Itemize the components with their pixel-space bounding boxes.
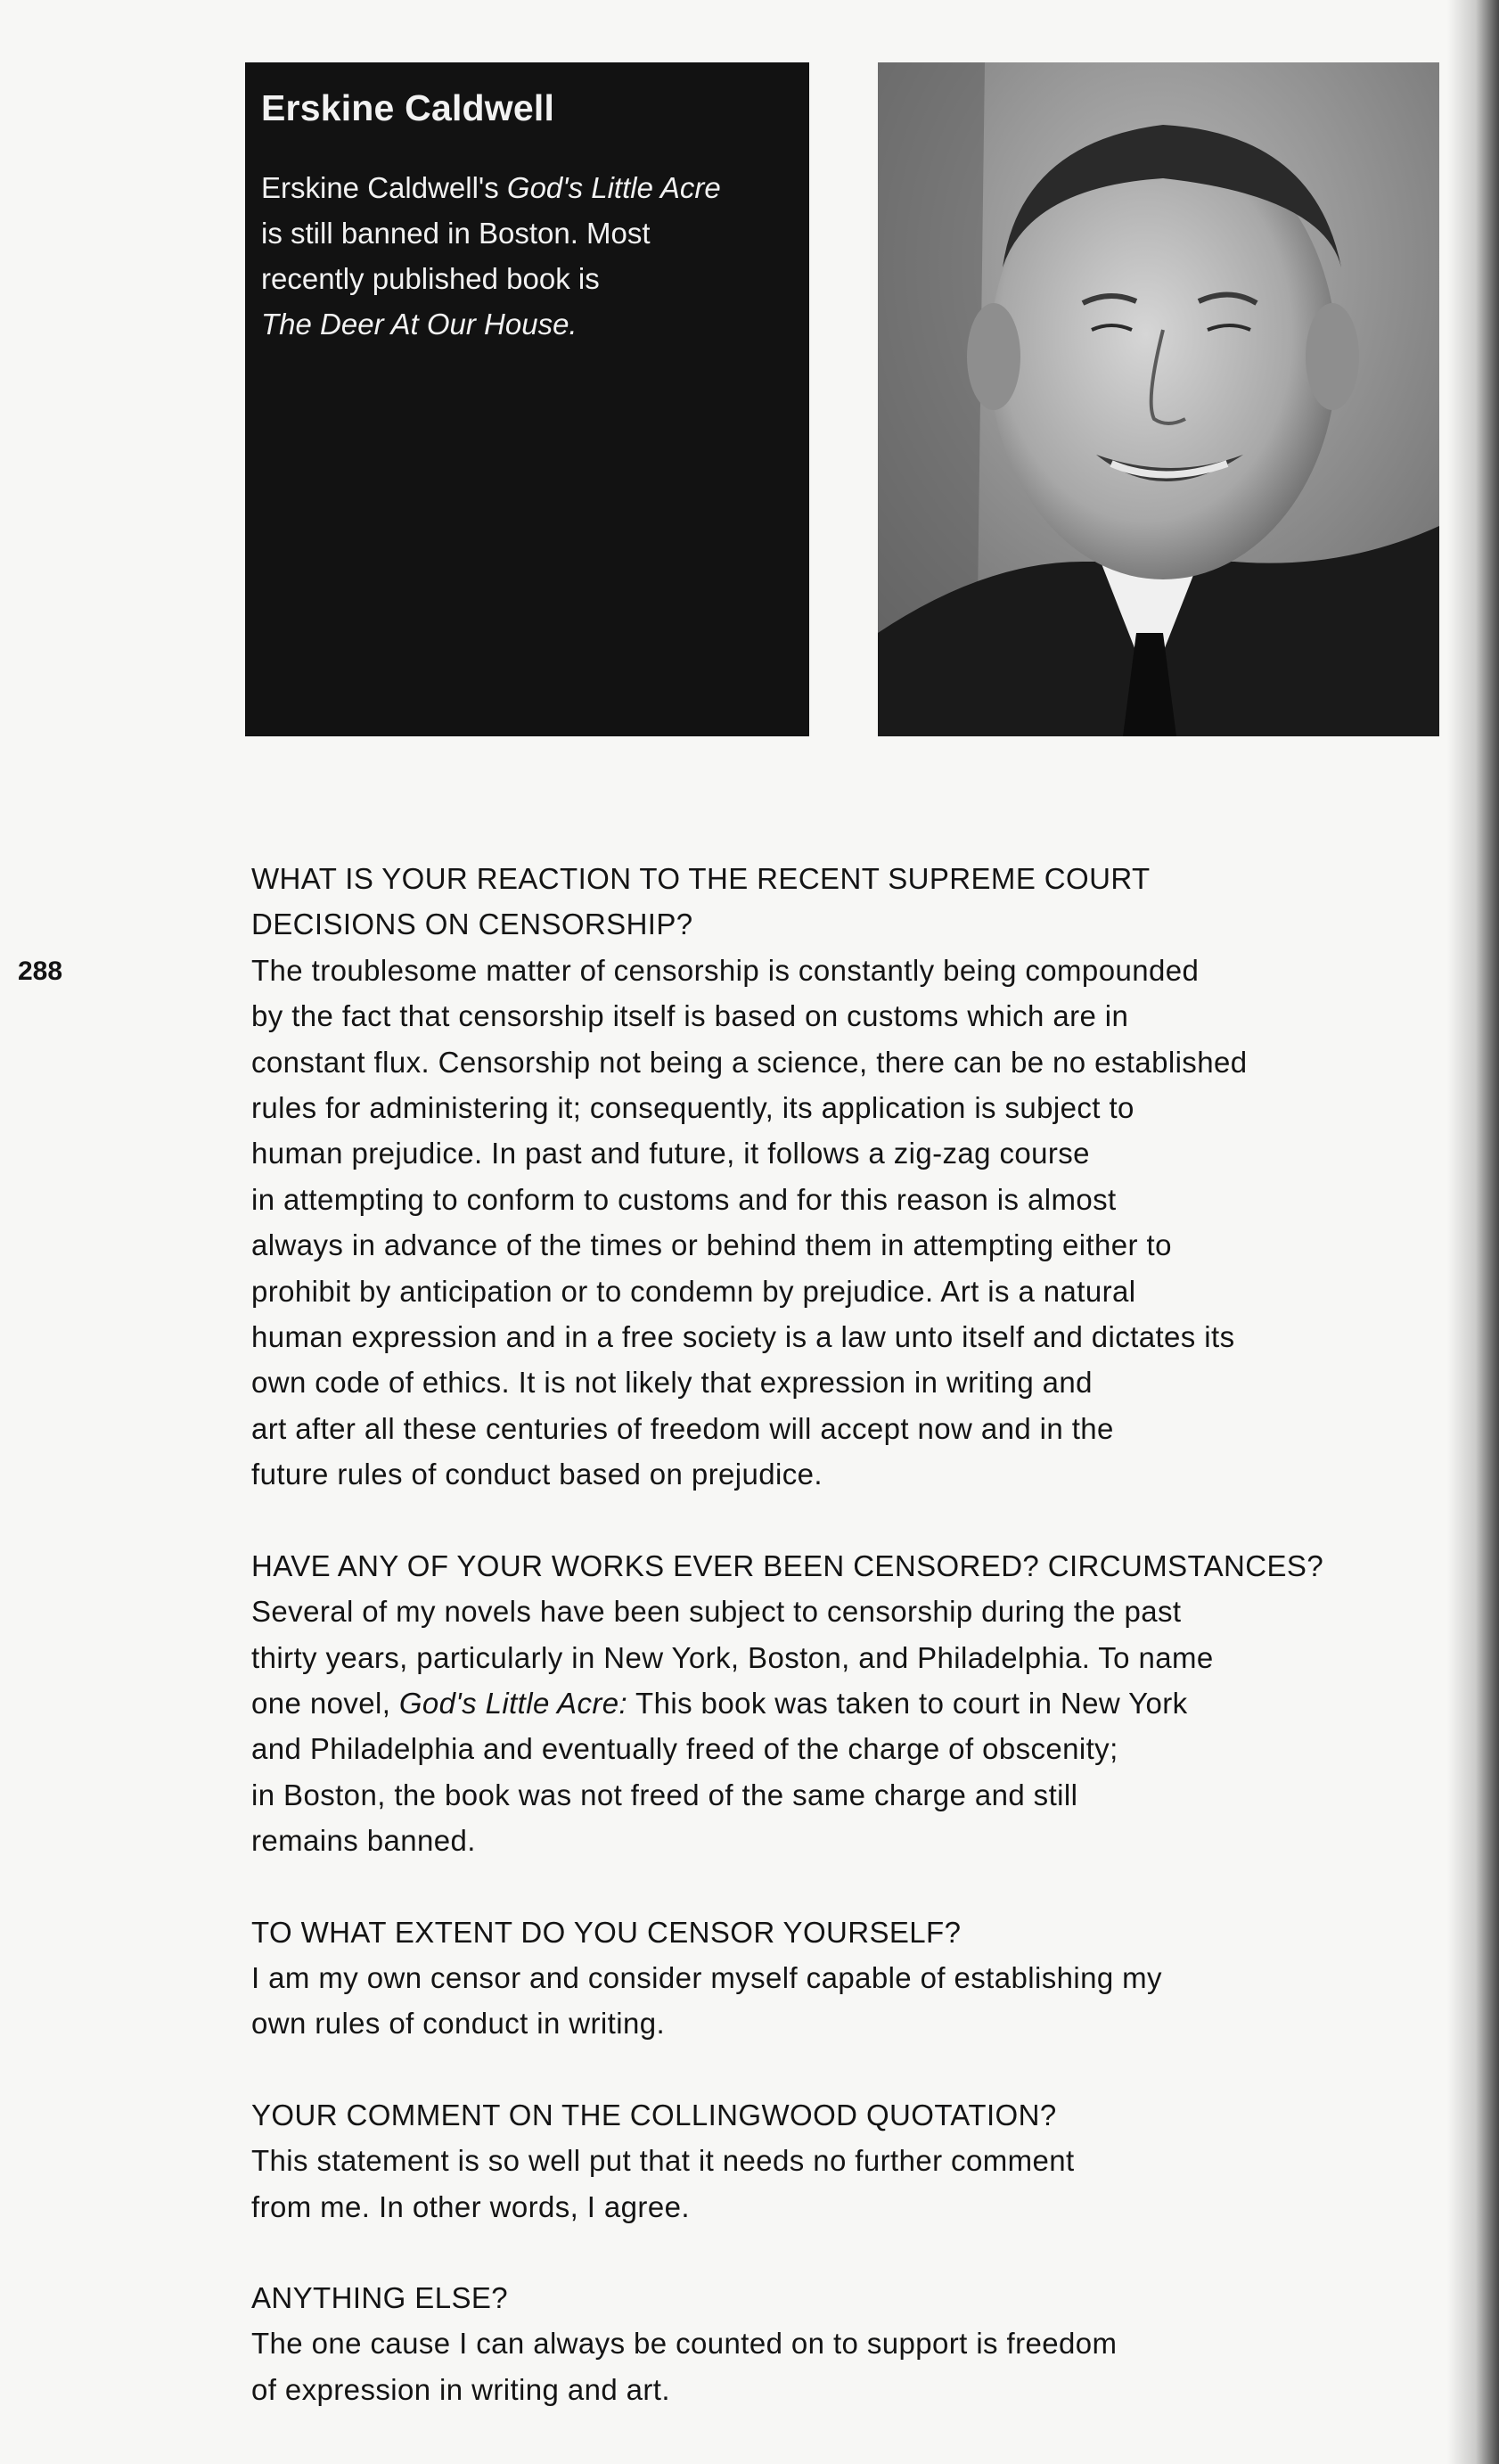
page-number: 288	[18, 957, 63, 986]
portrait-illustration	[878, 62, 1439, 736]
bio-box	[245, 62, 809, 736]
answer: The one cause I can always be counted on to support is freedom of expression in writing and art.	[251, 2327, 1118, 2406]
page-edge-shadow	[1447, 0, 1499, 2464]
author-name: Erskine Caldwell	[261, 87, 555, 128]
answer: The troublesome matter of censorship is constantly being compounded by the fact that censorship itself is based on customs which are in constant flux. Censorship not being a science, there can be no established rules for administering it; consequently, its application is subject to human prejudice. In past and future, it follows a zig-zag course in attempting to conform to customs and for this reason is almost always in advance of the times or behind them in attempting either to prohibit by anticipation or to condemn by prejudice. Art is a natural human expression and in a free society is a law unto itself and dictates its own code of ethics. It is not likely that expression in writing and art after all these centuries of freedom will accept now and in the future rules of conduct based on prejudice.	[251, 953, 1248, 1491]
qa-item	[251, 856, 1446, 1498]
bio-book-title: God's Little Acre	[506, 171, 721, 204]
qa-item	[251, 1543, 1446, 1864]
question: WHAT IS YOUR REACTION TO THE RECENT SUPREME COURT DECISIONS ON CENSORSHIP?	[251, 862, 1151, 941]
answer	[251, 1589, 1446, 1863]
bio-text-prefix: Erskine Caldwell's	[261, 171, 507, 204]
answer-text: This book was taken to court in New York and Philadelphia and eventually freed of the charge of obscenity; in Boston, the book was not freed of the same charge and still remains banned.	[251, 1686, 1188, 1858]
answer-book-title: God's Little Acre:	[398, 1686, 628, 1720]
qa-item	[251, 2092, 1446, 2230]
qa-item	[251, 1910, 1446, 2047]
interview-content	[251, 856, 1446, 2458]
question: HAVE ANY OF YOUR WORKS EVER BEEN CENSORED? CIRCUMSTANCES?	[251, 1548, 1324, 1582]
author-portrait	[878, 62, 1439, 736]
answer-text: Several of my novels have been subject to censorship during the past thirty years, particularly in New York, Boston, and Philadelphia. To name one novel,	[251, 1595, 1214, 1720]
bio-recent-book: The Deer At Our House.	[261, 308, 577, 341]
question: TO WHAT EXTENT DO YOU CENSOR YOURSELF?	[251, 1915, 962, 1949]
question: YOUR COMMENT ON THE COLLINGWOOD QUOTATION?	[251, 2098, 1057, 2131]
question: ANYTHING ELSE?	[251, 2280, 509, 2314]
answer: I am my own censor and consider myself capable of establishing my own rules of conduct in writing.	[251, 1960, 1162, 2041]
bio-text	[261, 165, 802, 347]
qa-item	[251, 2275, 1446, 2412]
answer: This statement is so well put that it needs no further comment from me. In other words, I agree.	[251, 2144, 1075, 2223]
bio-text-middle: is still banned in Boston. Most recently published book is	[261, 217, 651, 295]
